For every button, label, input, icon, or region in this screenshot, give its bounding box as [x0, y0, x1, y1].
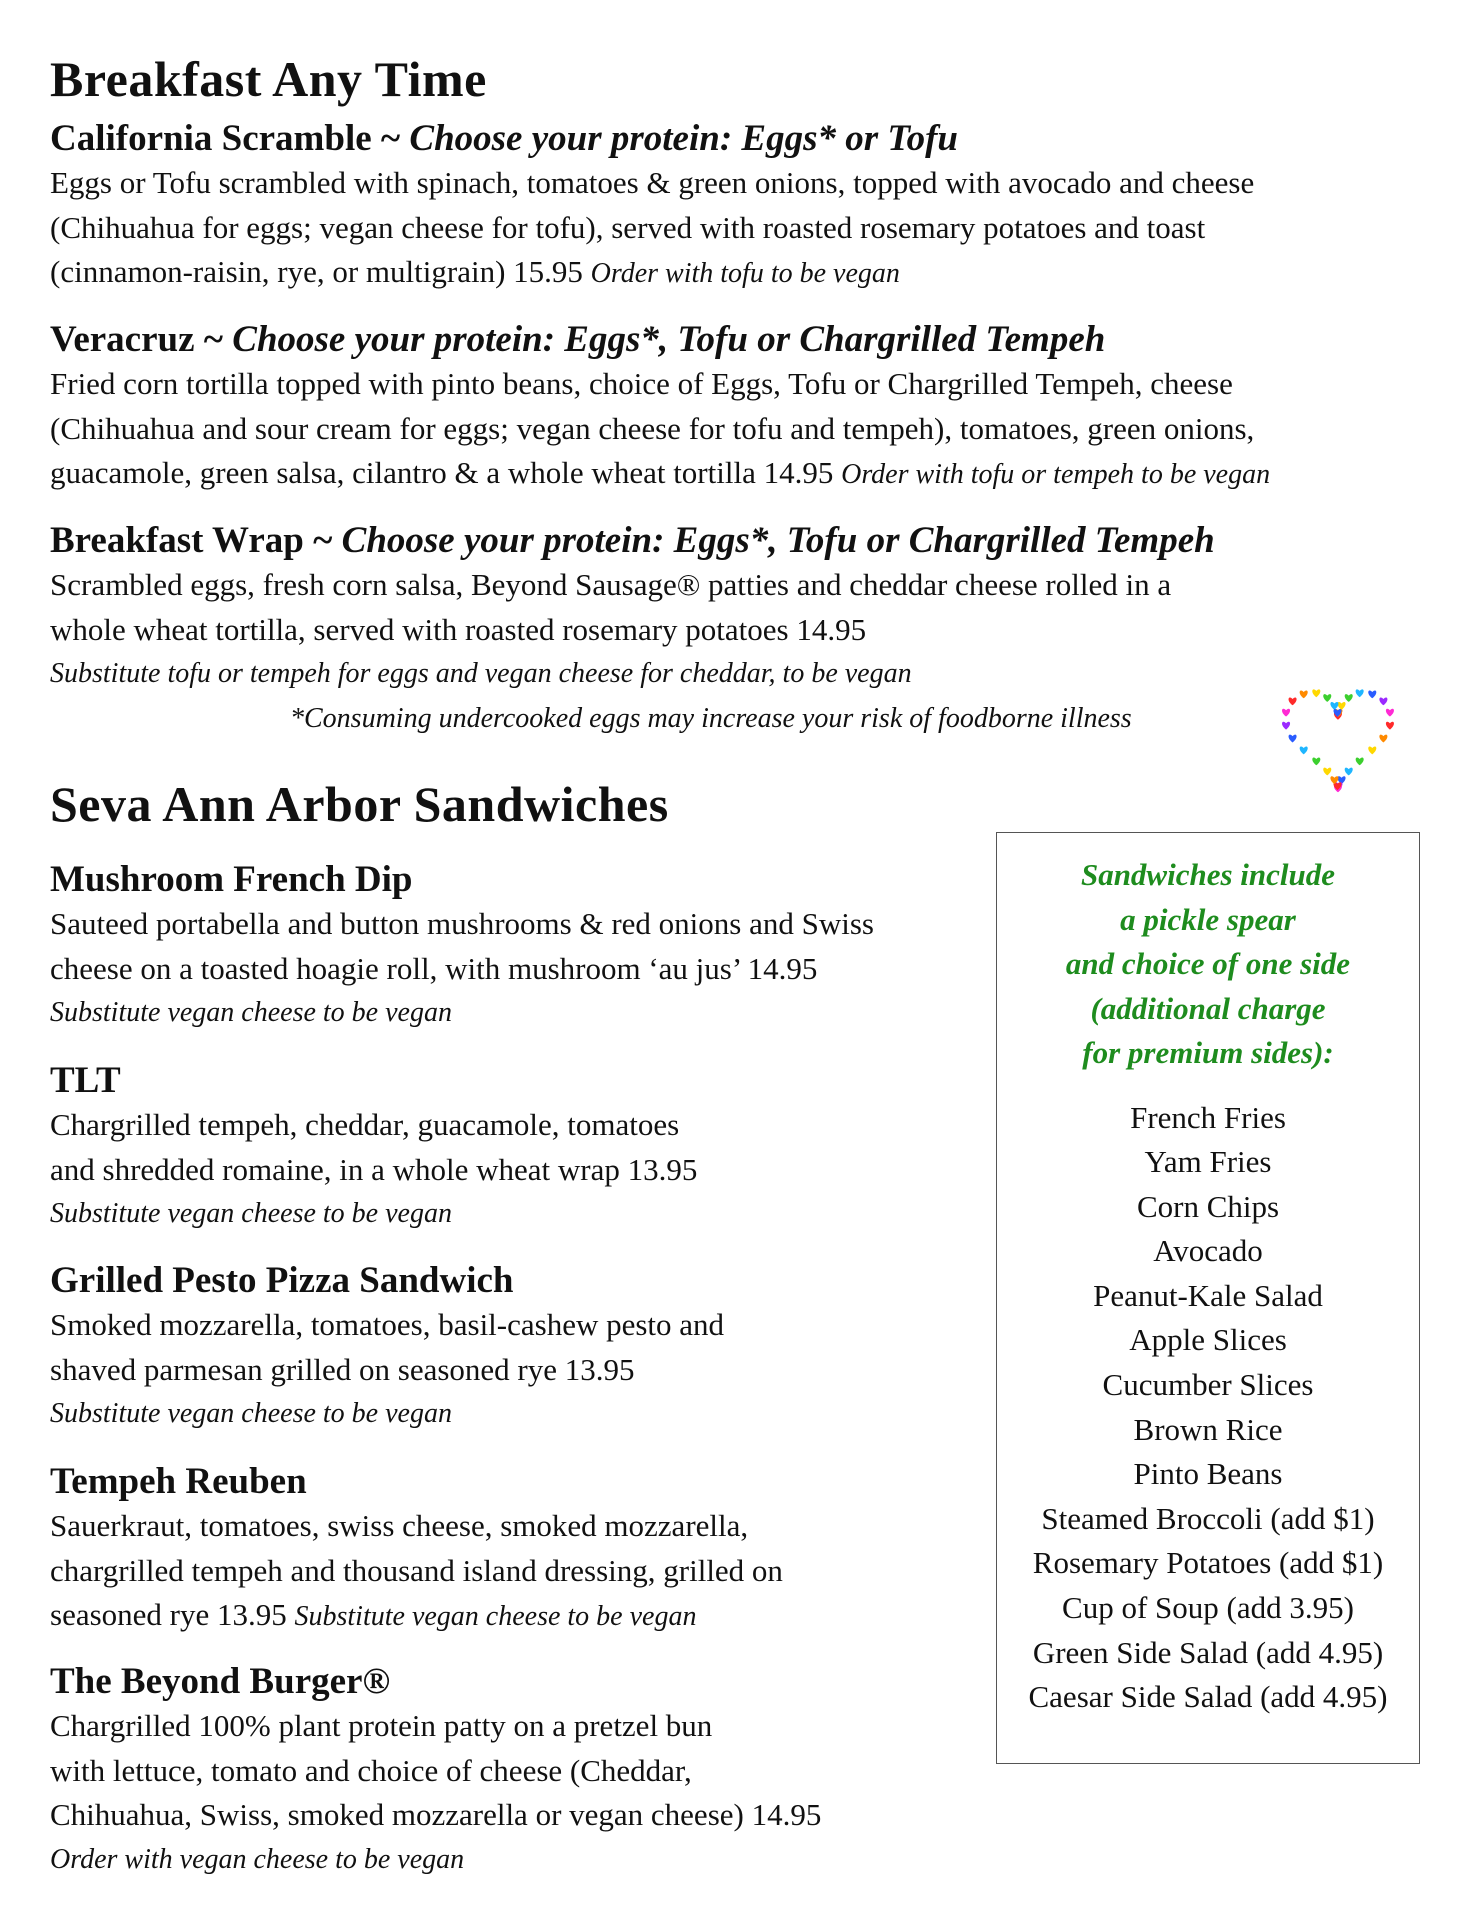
description-line: and shredded romaine, in a whole wheat wrap 13.95: [50, 1151, 698, 1187]
heart-dot: [1356, 689, 1364, 697]
heart-dot: [1300, 690, 1308, 698]
item-name: Tempeh Reuben: [50, 1461, 307, 1502]
heart-dot: [1312, 689, 1320, 697]
description-text: guacamole, green salsa, cilantro & a whole wheat tortilla 14.95: [50, 455, 834, 490]
side-item: Cucumber Slices: [1102, 1367, 1314, 1403]
item-description: [50, 1704, 821, 1838]
item-name: Mushroom French Dip: [50, 859, 413, 900]
menu-item-mushroom-french-dip: [50, 858, 874, 1036]
heart-dot: [1282, 709, 1290, 717]
vegan-note: Substitute vegan cheese to be vegan: [50, 1398, 452, 1429]
description-line: Fried corn tortilla topped with pinto beans, choice of Eggs, Tofu or Chargrilled Tempeh, cheese: [50, 366, 1233, 401]
description-text: seasoned rye 13.95: [50, 1597, 287, 1632]
sandwiches-title: Seva Ann Arbor Sandwiches: [50, 776, 669, 832]
protein-choice: Choose your protein: Eggs*, Tofu or Chargrilled Tempeh: [341, 520, 1215, 561]
description-line: Eggs or Tofu scrambled with spinach, tomatoes & green onions, topped with avocado and cheese: [50, 165, 1255, 200]
heart-dot: [1386, 722, 1394, 730]
description-line: (Chihuahua for eggs; vegan cheese for tofu), served with roasted rosemary potatoes and toast: [50, 209, 1206, 245]
heart-dot: [1368, 690, 1376, 698]
side-item: Green Side Salad (add 4.95): [1032, 1634, 1384, 1670]
heart-dot: [1289, 697, 1297, 705]
item-description: [50, 902, 874, 991]
intro-line: and choice of one side: [1065, 946, 1351, 981]
item-name: California Scramble ~: [50, 118, 410, 159]
description-line: (Chihuahua and sour cream for eggs; vegan cheese for tofu and tempeh), tomatoes, green onions,: [50, 410, 1255, 446]
sides-intro: [997, 853, 1419, 1076]
menu-item-california-scramble: [50, 117, 1254, 297]
sides-box: [996, 832, 1420, 1764]
heart-dot: [1289, 735, 1297, 743]
vegan-note: Substitute tofu or tempeh for eggs and vegan cheese for cheddar, to be vegan: [50, 658, 912, 689]
item-description: [50, 563, 1215, 652]
description-line: Scrambled eggs, fresh corn salsa, Beyond Sausage® patties and cheddar cheese rolled in a: [50, 567, 1172, 602]
protein-choice: Choose your protein: Eggs*, Tofu or Chargrilled Tempeh: [232, 319, 1106, 360]
vegan-note: Substitute vegan cheese to be vegan: [50, 1198, 452, 1229]
description-line: cheese on a toasted hoagie roll, with mushroom ‘au jus’ 14.95: [50, 950, 818, 986]
menu-item-tempeh-reuben: [50, 1460, 783, 1640]
description-line: Chihuahua, Swiss, smoked mozzarella or vegan cheese) 14.95: [50, 1797, 822, 1832]
description-line: Smoked mozzarella, tomatoes, basil-cashew pesto and: [50, 1307, 725, 1342]
item-name: Breakfast Wrap ~: [50, 520, 342, 561]
vegan-note: Substitute vegan cheese to be vegan: [50, 997, 452, 1028]
side-item: Brown Rice: [1133, 1411, 1283, 1447]
vegan-note: Substitute vegan cheese to be vegan: [294, 1601, 697, 1632]
item-description: [50, 362, 1270, 498]
side-item: Cup of Soup (add 3.95): [1062, 1590, 1354, 1626]
item-name: TLT: [50, 1060, 121, 1101]
side-item: Caesar Side Salad (add 4.95): [1028, 1679, 1388, 1715]
side-item: Steamed Broccoli (add $1): [1041, 1500, 1375, 1536]
item-name: Grilled Pesto Pizza Sandwich: [50, 1260, 514, 1301]
vegan-note: Order with vegan cheese to be vegan: [50, 1843, 465, 1875]
description-line: [50, 250, 1254, 297]
description-line: [50, 451, 1270, 498]
menu-item-veracruz: [50, 318, 1270, 498]
heart-dot: [1356, 757, 1364, 765]
side-item: Apple Slices: [1129, 1322, 1287, 1358]
description-line: chargrilled tempeh and thousand island dressing, grilled on: [50, 1552, 783, 1588]
vegan-note: Order with tofu to be vegan: [590, 258, 900, 289]
menu-item-grilled-pesto-pizza-sandwich: [50, 1259, 724, 1437]
side-item: Yam Fries: [1144, 1144, 1272, 1180]
item-description: [50, 161, 1254, 297]
item-heading: [50, 318, 1270, 362]
side-item: Avocado: [1153, 1233, 1263, 1269]
description-line: [50, 1593, 783, 1640]
heart-dot: [1368, 747, 1376, 755]
item-heading: [50, 117, 1254, 161]
description-line: whole wheat tortilla, served with roasted rosemary potatoes 14.95: [50, 611, 867, 647]
heart-dot: [1330, 702, 1338, 710]
rainbow-heart-icon: [1278, 686, 1398, 794]
heart-dot: [1345, 694, 1353, 702]
breakfast-title: Breakfast Any Time: [50, 51, 487, 107]
side-item: French Fries: [1130, 1099, 1286, 1135]
description-line: Chargrilled tempeh, cheddar, guacamole, tomatoes: [50, 1107, 680, 1142]
description-line: shaved parmesan grilled on seasoned rye 13.95: [50, 1351, 635, 1387]
side-item: Corn Chips: [1136, 1188, 1280, 1224]
heart-dot: [1386, 709, 1394, 717]
heart-dot: [1345, 768, 1353, 776]
heart-dot: [1379, 697, 1387, 705]
intro-line: (additional charge: [1090, 990, 1326, 1026]
heart-dot: [1379, 735, 1387, 743]
item-description: [50, 1504, 783, 1640]
vegan-note: Order with tofu or tempeh to be vegan: [841, 459, 1271, 490]
heart-dot: [1323, 768, 1331, 776]
item-description: [50, 1303, 724, 1392]
description-line: Sauerkraut, tomatoes, swiss cheese, smoked mozzarella,: [50, 1508, 749, 1543]
menu-item-breakfast-wrap: [50, 519, 1215, 741]
intro-line: a pickle spear: [1120, 901, 1296, 937]
side-item: Rosemary Potatoes (add $1): [1032, 1545, 1384, 1581]
menu-item-beyond-burger: [50, 1660, 821, 1882]
intro-line: for premium sides):: [1082, 1035, 1334, 1070]
heart-dot: [1282, 722, 1290, 730]
menu-item-tlt: [50, 1059, 697, 1237]
intro-line: Sandwiches include: [1080, 857, 1336, 892]
heart-dot: [1300, 747, 1308, 755]
heart-dot: [1312, 757, 1320, 765]
item-description: [50, 1103, 697, 1192]
item-name: The Beyond Burger®: [50, 1661, 391, 1702]
side-item: Pinto Beans: [1133, 1456, 1283, 1492]
description-text: (cinnamon-raisin, rye, or multigrain) 15.95: [50, 254, 583, 289]
description-line: Sauteed portabella and button mushrooms & red onions and Swiss: [50, 906, 874, 941]
item-heading: [50, 519, 1215, 563]
heart-dot: [1323, 694, 1331, 702]
protein-choice: Choose your protein: Eggs* or Tofu: [409, 118, 958, 159]
side-item: Peanut-Kale Salad: [1093, 1277, 1323, 1313]
heart-dot: [1338, 702, 1346, 710]
sides-list: [997, 1096, 1419, 1720]
description-line: Chargrilled 100% plant protein patty on a pretzel bun: [50, 1708, 713, 1743]
egg-disclaimer: *Consuming undercooked eggs may increase your risk of foodborne illness: [290, 702, 1132, 734]
item-name: Veracruz ~: [50, 319, 233, 360]
description-line: with lettuce, tomato and choice of cheese (Cheddar,: [50, 1752, 692, 1788]
